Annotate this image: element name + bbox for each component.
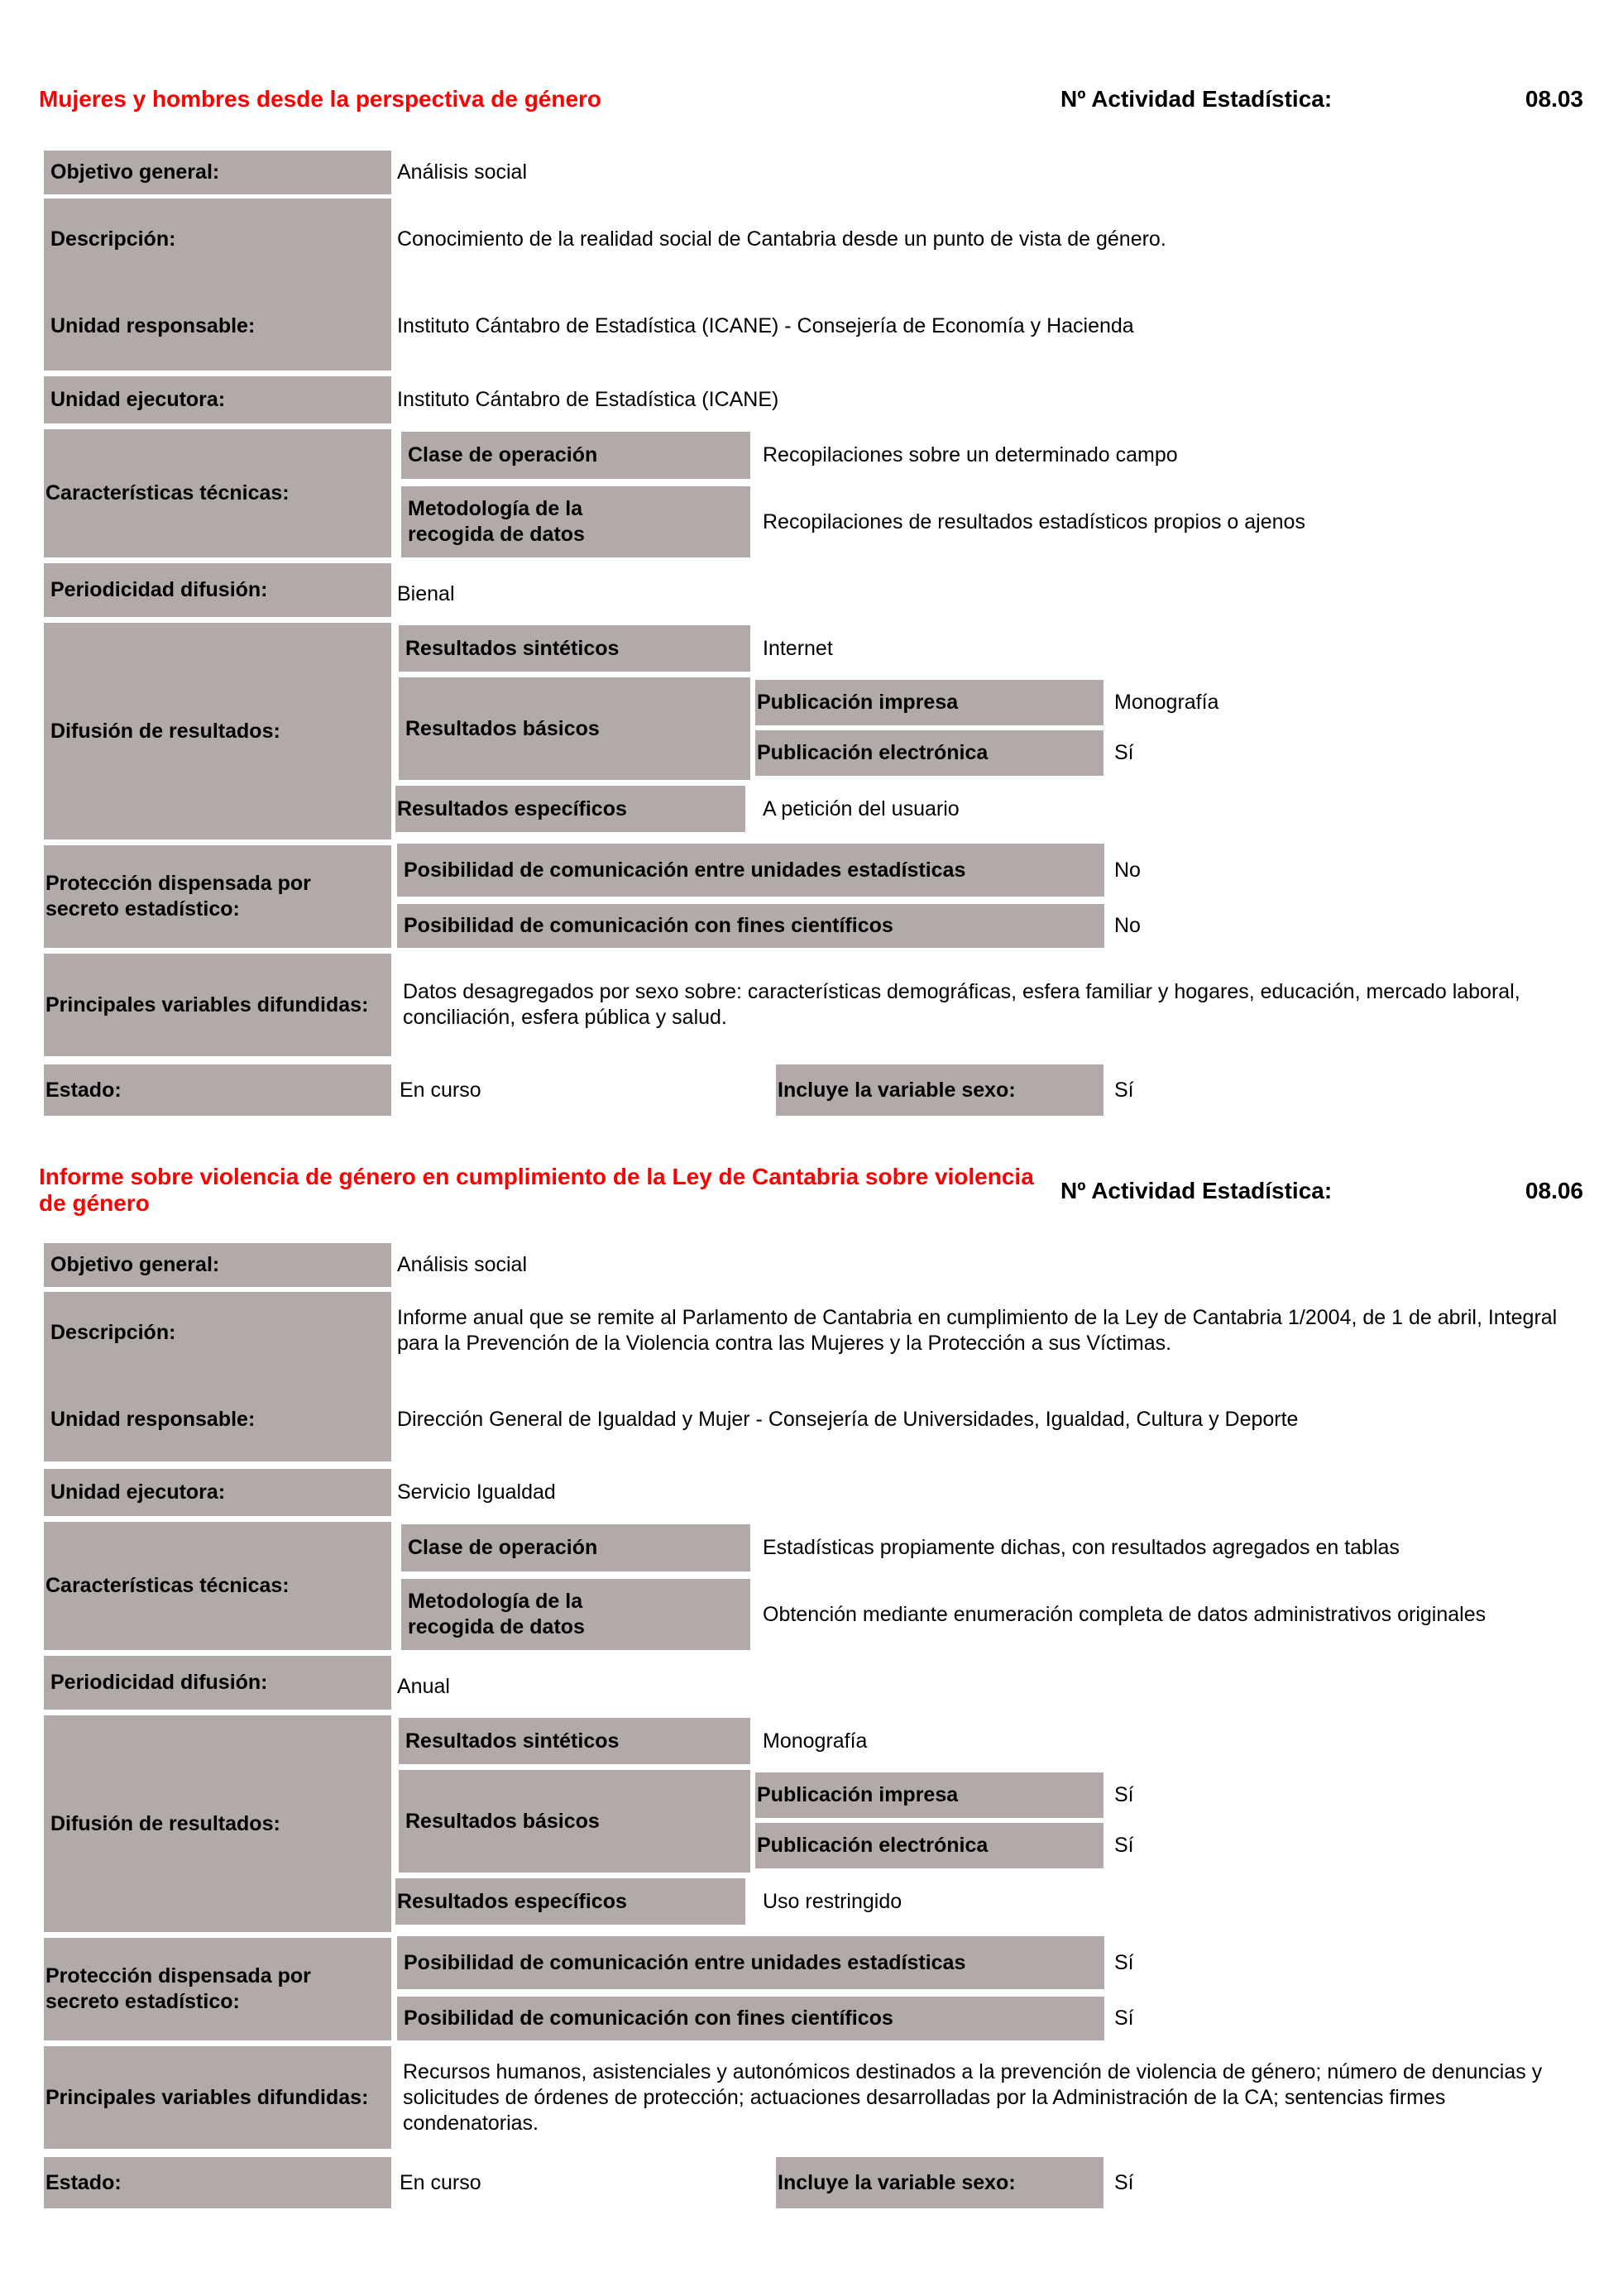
metodologia-label (401, 486, 750, 557)
pub-electronica-label: Publicación electrónica (755, 1823, 1104, 1868)
caracteristicas-label: Características técnicas: (44, 429, 391, 557)
pub-impresa-value: Monografía (1114, 691, 1219, 714)
pub-electronica-value: Sí (1114, 1834, 1134, 1857)
incluye-sexo-label: Incluye la variable sexo: (776, 1064, 1104, 1116)
difusion-label: Difusión de resultados: (44, 623, 391, 839)
basicos-label: Resultados básicos (399, 1770, 750, 1873)
basicos-label: Resultados básicos (399, 677, 750, 780)
estado-value: En curso (400, 2170, 481, 2194)
metodologia-label-text: Metodología de la recogida de datos (408, 1590, 585, 1638)
caracteristicas-label: Características técnicas: (44, 1522, 391, 1650)
unidad-responsable-label: Unidad responsable: (50, 1408, 256, 1431)
estado-label: Estado: (44, 1064, 391, 1116)
periodicidad-value: Anual (397, 1675, 450, 1698)
estado-value: En curso (400, 1078, 481, 1102)
clase-operacion-value: Recopilaciones sobre un determinado campo (763, 443, 1178, 466)
activity-number-label: Nº Actividad Estadística: (1060, 86, 1333, 112)
unidad-ejecutora-label: Unidad ejecutora: (44, 1469, 391, 1516)
periodicidad-value: Bienal (397, 582, 455, 605)
unidad-responsable-value: Dirección General de Igualdad y Mujer - Consejería de Universidades, Igualdad, Cultura y Deporte (397, 1408, 1299, 1431)
record-title: Mujeres y hombres desde la perspectiva de género (39, 86, 602, 112)
com-cientificos-value: Sí (1114, 2007, 1134, 2030)
record-title: Informe sobre violencia de género en cumplimiento de la Ley de Cantabria sobre violencia de género (39, 1164, 1034, 1216)
com-unidades-value: Sí (1114, 1950, 1134, 1974)
descripcion-responsable-block (44, 199, 391, 371)
metodologia-label-text: Metodología de la recogida de datos (408, 497, 585, 546)
unidad-ejecutora-value: Servicio Igualdad (397, 1480, 556, 1504)
com-unidades-value: No (1114, 858, 1141, 882)
activity-number: 08.03 (1525, 86, 1583, 112)
descripcion-label: Descripción: (50, 227, 176, 251)
com-cientificos-label: Posibilidad de comunicación con fines científicos (397, 1997, 1104, 2040)
especificos-value: Uso restringido (763, 1889, 902, 1913)
proteccion-label (44, 845, 391, 948)
com-cientificos-label: Posibilidad de comunicación con fines científicos (397, 904, 1104, 948)
unidad-ejecutora-value: Instituto Cántabro de Estadística (ICANE) (397, 388, 779, 411)
objetivo-label: Objetivo general: (44, 1243, 391, 1287)
unidad-ejecutora-label: Unidad ejecutora: (44, 376, 391, 423)
activity-number: 08.06 (1525, 1178, 1583, 1203)
especificos-label: Resultados específicos (395, 1878, 745, 1925)
com-unidades-label: Posibilidad de comunicación entre unidades estadísticas (397, 844, 1104, 897)
activity-number-label: Nº Actividad Estadística: (1060, 1178, 1333, 1203)
variables-value: Recursos humanos, asistenciales y autonómicos destinados a la prevención de violencia de género; número de denuncias y solicitudes de órdenes de protección; actuaciones desarrolladas por la Administración de la CA; sentencias firmes condenatorias. (403, 2059, 1543, 2135)
clase-operacion-label: Clase de operación (401, 1524, 750, 1571)
descripcion-label: Descripción: (50, 1321, 176, 1344)
sinteticos-label: Resultados sintéticos (399, 1718, 750, 1764)
pub-impresa-label: Publicación impresa (755, 680, 1104, 725)
proteccion-label-text: Protección dispensada por secreto estadístico: (45, 1964, 311, 2013)
proteccion-label-text: Protección dispensada por secreto estadístico: (45, 872, 311, 921)
proteccion-label (44, 1938, 391, 2040)
clase-operacion-label: Clase de operación (401, 432, 750, 479)
com-unidades-label: Posibilidad de comunicación entre unidades estadísticas (397, 1936, 1104, 1989)
objetivo-value: Análisis social (397, 160, 528, 184)
descripcion-value: Conocimiento de la realidad social de Cantabria desde un punto de vista de género. (397, 227, 1166, 251)
unidad-responsable-label: Unidad responsable: (50, 314, 256, 337)
variables-value: Datos desagregados por sexo sobre: características demográficas, esfera familiar y hogares, educación, mercado laboral, conciliación, esfera pública y salud. (403, 980, 1520, 1029)
especificos-label: Resultados específicos (395, 786, 745, 832)
pub-electronica-value: Sí (1114, 741, 1134, 764)
sinteticos-label: Resultados sintéticos (399, 625, 750, 672)
periodicidad-label: Periodicidad difusión: (44, 1656, 391, 1710)
objetivo-value: Análisis social (397, 1253, 528, 1276)
metodologia-label (401, 1579, 750, 1650)
descripcion-value: Informe anual que se remite al Parlamento de Cantabria en cumplimiento de la Ley de Cantabria 1/2004, de 1 de abril, Integral para la Prevención de la Violencia contra las Mujeres y la Protección a sus Víctimas. (397, 1306, 1558, 1355)
pub-impresa-label: Publicación impresa (755, 1772, 1104, 1818)
variables-label: Principales variables difundidas: (44, 2046, 391, 2149)
objetivo-label: Objetivo general: (44, 151, 391, 194)
pub-electronica-label: Publicación electrónica (755, 730, 1104, 776)
incluye-sexo-label: Incluye la variable sexo: (776, 2157, 1104, 2208)
pub-impresa-value: Sí (1114, 1783, 1134, 1806)
estado-label: Estado: (44, 2157, 391, 2208)
sinteticos-value: Monografía (763, 1729, 868, 1753)
unidad-responsable-value: Instituto Cántabro de Estadística (ICANE) - Consejería de Economía y Hacienda (397, 314, 1134, 337)
sinteticos-value: Internet (763, 636, 833, 660)
clase-operacion-value: Estadísticas propiamente dichas, con resultados agregados en tablas (763, 1536, 1400, 1559)
descripcion-responsable-block (44, 1292, 391, 1461)
record-header (0, 86, 1623, 144)
periodicidad-label: Periodicidad difusión: (44, 563, 391, 617)
metodologia-value: Obtención mediante enumeración completa de datos administrativos originales (763, 1602, 1487, 1626)
com-cientificos-value: No (1114, 914, 1141, 937)
record-header (0, 1164, 1623, 1222)
especificos-value: A petición del usuario (763, 796, 960, 820)
variables-label: Principales variables difundidas: (44, 954, 391, 1056)
incluye-sexo-value: Sí (1114, 1078, 1134, 1102)
metodologia-value: Recopilaciones de resultados estadísticos propios o ajenos (763, 509, 1305, 533)
incluye-sexo-value: Sí (1114, 2170, 1134, 2194)
difusion-label: Difusión de resultados: (44, 1715, 391, 1932)
